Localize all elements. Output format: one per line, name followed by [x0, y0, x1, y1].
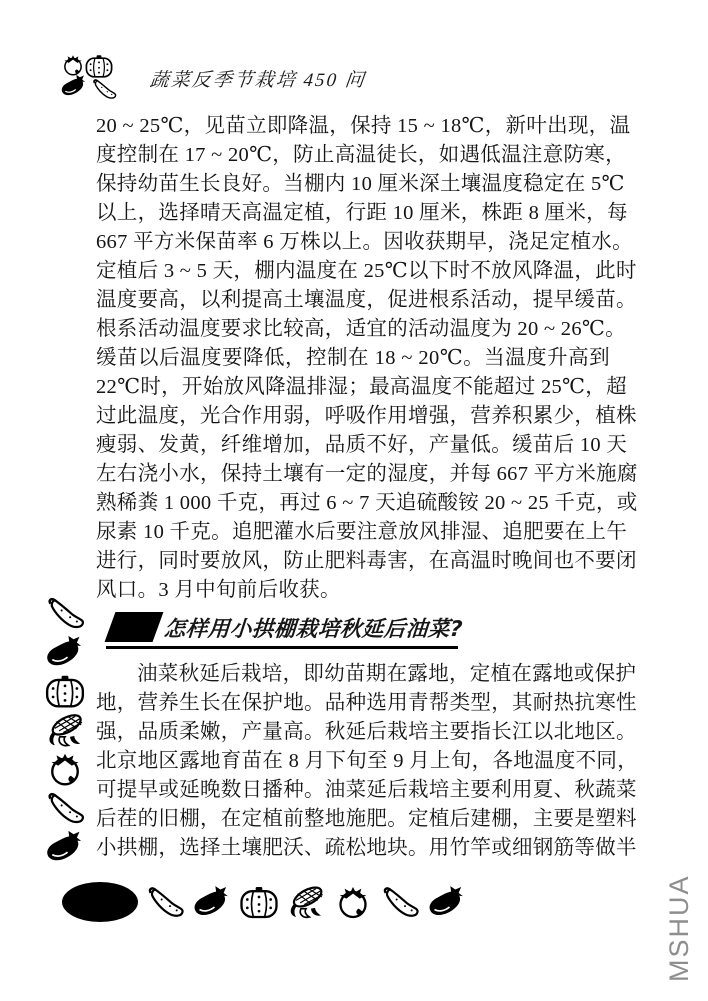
- question-title: 怎样用小拱棚栽培秋延后油菜?: [162, 616, 464, 642]
- page-header: [60, 54, 366, 102]
- text-line: 风口。3 月中旬前后收获。: [96, 579, 341, 601]
- question-heading: [106, 608, 464, 649]
- text-line: 瘦弱、发黄，纤维增加，品质不好，产量低。缓苗后 10 天: [96, 434, 628, 456]
- text-line: 22℃时，开始放风降温排湿；最高温度不能超过 25℃，超: [96, 376, 627, 398]
- text-line: 进行，同时要放风，防止肥料毒害，在高温时晚间也不要闭: [96, 550, 637, 572]
- book-title: 蔬菜反季节栽培 450 问: [148, 69, 367, 91]
- text-line: 可提早或延晚数日播种。油菜延后栽培主要利用夏、秋蔬菜: [96, 779, 637, 801]
- bottom-vegetable-row: [62, 882, 467, 922]
- eggplant-icon: [42, 635, 88, 669]
- text-line: 根系活动温度要求比较高，适宜的活动温度为 20 ~ 26℃。: [96, 318, 626, 340]
- pumpkin-icon: [239, 884, 279, 920]
- text-line: 缓苗以后温度要降低，控制在 18 ~ 20℃。当温度升高到: [96, 347, 610, 369]
- tomato-icon: [333, 884, 373, 920]
- text-line: 667 平方米保苗率 6 万株以上。因收获期早，浇足定植水。: [96, 231, 633, 253]
- corn-icon: [286, 884, 326, 920]
- cucumber-icon: [145, 884, 185, 920]
- cucumber-icon: [42, 791, 88, 825]
- answer-paragraph: [96, 660, 638, 863]
- text-line: 熟稀粪 1 000 千克，再过 6 ~ 7 天追硫酸铵 20 ~ 25 千克，或: [96, 492, 638, 514]
- text-line: 强，品质柔嫩，产量高。秋延后栽培主要指长江以北地区。: [96, 721, 637, 743]
- text-line: 定植后 3 ~ 5 天，棚内温度在 25℃以下时不放风降温，此时: [96, 260, 637, 282]
- paragraph-continuation: [96, 112, 638, 605]
- text-line: 油菜秋延后栽培，即幼苗期在露地，定植在露地或保护: [137, 663, 637, 685]
- eggplant-icon: [42, 830, 88, 864]
- eggplant-icon: [192, 884, 232, 920]
- text-line: 北京地区露地育苗在 8 月下旬至 9 月上旬，各地温度不同，: [96, 750, 638, 772]
- text-line: 后茬的旧棚，在定植前整地施肥。定植后建棚，主要是塑料: [96, 808, 637, 830]
- cucumber-icon: [42, 596, 88, 630]
- corn-icon: [42, 713, 88, 747]
- text-line: 保持幼苗生长良好。当棚内 10 厘米深土壤温度稳定在 5℃: [96, 173, 625, 195]
- text-line: 过此温度，光合作用弱，呼吸作用增强，营养积累少，植株: [96, 405, 637, 427]
- black-ellipse: [62, 882, 138, 922]
- black-parallelogram-badge: [105, 612, 164, 642]
- cucumber-icon: [380, 884, 420, 920]
- text-line: 尿素 10 千克。追肥灌水后要注意放风排湿、追肥要在上午: [96, 521, 628, 543]
- text-line: 小拱棚，选择土壤肥沃、疏松地块。用竹竿或细钢筋等做半: [96, 837, 637, 859]
- text-line: 20 ~ 25℃，见苗立即降温，保持 15 ~ 18℃，新叶出现，温: [96, 115, 631, 137]
- text-line: 地，营养生长在保护地。品种选用青帮类型，其耐热抗寒性: [96, 692, 637, 714]
- eggplant-icon: [427, 884, 467, 920]
- text-line: 温度要高，以利提高土壤温度，促进根系活动，提早缓苗。: [96, 289, 637, 311]
- vegetables-cluster-icon: [60, 54, 134, 102]
- watermark-text: MSHUA: [664, 874, 694, 982]
- side-vegetable-column: [42, 596, 92, 864]
- text-line: 以上，选择晴天高温定植，行距 10 厘米，株距 8 厘米，每: [96, 202, 628, 224]
- text-line: 左右浇小水，保持土壤有一定的湿度，并每 667 平方米施腐: [96, 463, 638, 485]
- text-line: 度控制在 17 ~ 20℃，防止高温徒长，如遇低温注意防寒，: [96, 144, 626, 166]
- pumpkin-icon: [42, 674, 88, 708]
- tomato-icon: [42, 752, 88, 786]
